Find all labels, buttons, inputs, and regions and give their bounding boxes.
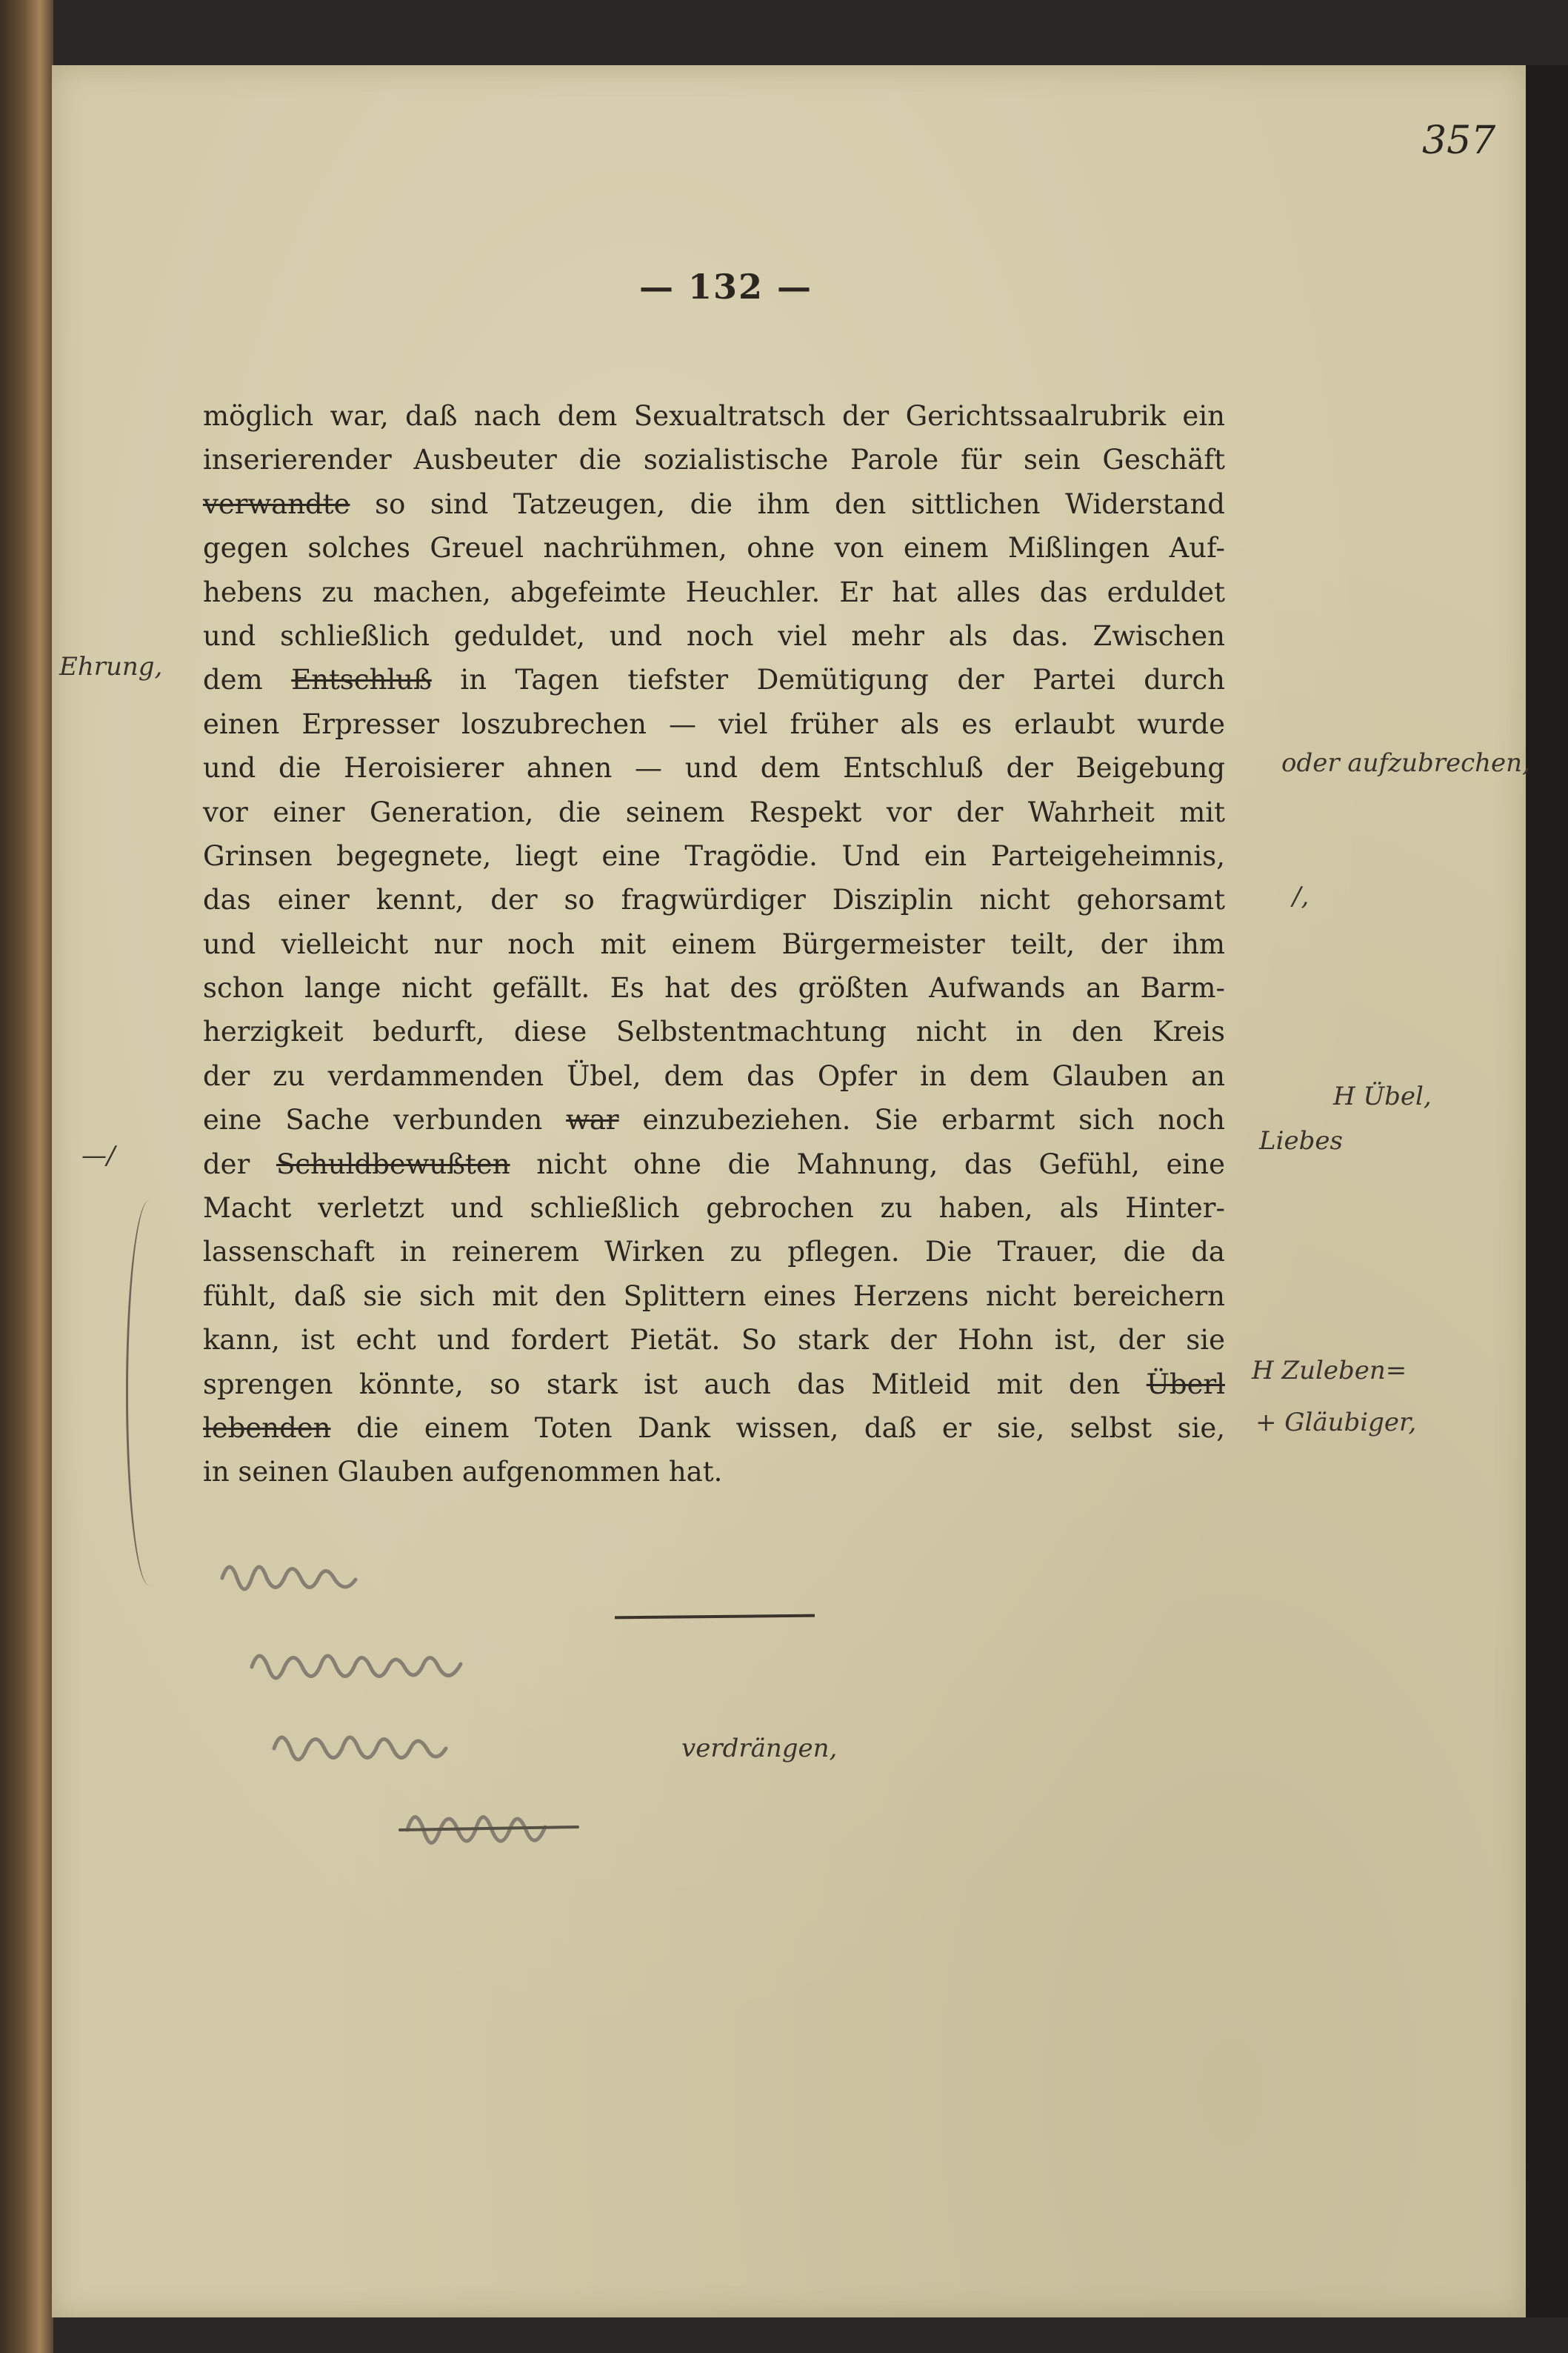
struck-word: Überl — [1146, 1368, 1225, 1400]
margin-note-bottom-verdraengen: verdrängen, — [681, 1734, 838, 1763]
line-text: das einer kennt, der so fragwürdiger Disziplin nicht gehorsamt — [203, 884, 1225, 916]
text-line — [203, 1230, 1225, 1274]
line-text: so sind Tatzeugen, die ihm den sittlichen Widerstand — [350, 487, 1225, 520]
line-text: einen Erpresser loszubrechen — viel früher als es erlaubt wurde — [203, 708, 1225, 740]
line-text: eine Sache verbunden — [203, 1104, 567, 1136]
line-text: in Tagen tiefster Demütigung der Partei durch — [431, 664, 1225, 696]
line-text: Grinsen begegnete, liegt eine Tragödie. Und ein Parteigeheimnis, — [203, 839, 1225, 872]
line-text: der — [203, 1148, 276, 1180]
margin-note-left-ehrung: Ehrung, — [59, 652, 163, 682]
text-line — [203, 791, 1225, 834]
margin-note-right-uebel: H Übel, — [1333, 1082, 1432, 1111]
margin-note-right-oder-aufzubrechen: oder aufzubrechen, — [1281, 748, 1530, 778]
text-line — [203, 394, 1225, 438]
margin-note-right-zuleben: H Zuleben= — [1252, 1356, 1407, 1385]
text-line — [203, 1054, 1225, 1098]
line-text: schon lange nicht gefällt. Es hat des größten Aufwands an Barm- — [203, 972, 1225, 1005]
text-line — [203, 746, 1225, 790]
struck-word: Schuldbewußten — [276, 1148, 510, 1180]
margin-note-right-slash: /, — [1292, 882, 1310, 911]
line-text: der zu verdammenden Übel, dem das Opfer in dem Glauben an — [203, 1059, 1225, 1092]
archive-number: 357 — [1422, 119, 1496, 163]
line-text: gegen solches Greuel nachrühmen, ohne von einem Mißlingen Auf- — [203, 532, 1225, 565]
line-text: und vielleicht nur noch mit einem Bürgermeister teilt, der ihm — [203, 928, 1225, 960]
line-text: vor einer Generation, die seinem Respekt vor der Wahrheit mit — [203, 796, 1225, 828]
margin-bracket — [126, 1200, 173, 1585]
text-line — [203, 482, 1225, 526]
line-text: Macht verletzt und schließlich gebrochen zu haben, als Hinter- — [203, 1192, 1225, 1225]
line-text: und die Heroisierer ahnen — und dem Entschluß der Beigebung — [203, 752, 1225, 785]
text-line — [203, 878, 1225, 922]
line-text: inserierender Ausbeuter die sozialistische Parole für sein Geschäft — [203, 444, 1225, 476]
text-line — [203, 1142, 1225, 1186]
page-edge — [1526, 65, 1568, 2317]
line-text: dem — [203, 664, 292, 696]
line-text: lassenschaft in reinerem Wirken zu pflegen. Die Trauer, die da — [203, 1236, 1225, 1268]
page-number: — 132 — — [638, 267, 813, 307]
text-line — [203, 922, 1225, 966]
text-line — [203, 702, 1225, 746]
line-text: kann, ist echt und fordert Pietät. So stark der Hohn ist, der sie — [203, 1324, 1225, 1357]
line-text: fühlt, daß sie sich mit den Splittern eines Herzens nicht bereichern — [203, 1279, 1225, 1312]
text-line — [203, 658, 1225, 702]
text-line — [203, 1274, 1225, 1318]
text-line — [203, 526, 1225, 570]
text-line — [203, 1186, 1225, 1230]
text-line — [203, 1406, 1225, 1450]
text-line — [203, 1450, 1225, 1494]
text-line — [203, 614, 1225, 658]
margin-note-left-insertion-mark: —/ — [81, 1141, 116, 1171]
text-line — [203, 1318, 1225, 1362]
line-text: und schließlich geduldet, und noch viel mehr als das. Zwischen — [203, 619, 1225, 652]
line-text: herzigkeit bedurft, diese Selbstentmachtung nicht in den Kreis — [203, 1016, 1225, 1048]
text-line — [203, 570, 1225, 614]
text-line — [203, 1010, 1225, 1054]
struck-word: verwandte — [203, 487, 350, 520]
text-line — [203, 966, 1225, 1010]
pencil-scribbles — [207, 1548, 800, 1867]
margin-note-right-liebes: Liebes — [1259, 1126, 1343, 1156]
line-text: hebens zu machen, abgefeimte Heuchler. Er hat alles das erduldet — [203, 576, 1225, 608]
text-line — [203, 834, 1225, 878]
struck-word: war — [566, 1104, 619, 1136]
struck-word: Entschluß — [291, 664, 432, 696]
line-text: einzubeziehen. Sie erbarmt sich noch — [618, 1104, 1225, 1136]
text-line — [203, 1362, 1225, 1406]
line-text: in seinen Glauben aufgenommen hat. — [203, 1456, 723, 1488]
margin-note-right-glaeubiger: + Gläubiger, — [1255, 1408, 1417, 1437]
line-text: nicht ohne die Mahnung, das Gefühl, eine — [510, 1148, 1225, 1180]
text-line — [203, 1098, 1225, 1142]
line-text: die einem Toten Dank wissen, daß er sie, selbst sie, — [330, 1411, 1225, 1444]
body-text — [203, 394, 1225, 1494]
struck-word: lebenden — [203, 1411, 331, 1444]
book-binding — [0, 0, 53, 2353]
line-text: möglich war, daß nach dem Sexualtratsch der Gerichtssaalrubrik ein — [203, 400, 1225, 432]
text-line — [203, 438, 1225, 482]
line-text: sprengen könnte, so stark ist auch das Mitleid mit den — [203, 1368, 1147, 1400]
